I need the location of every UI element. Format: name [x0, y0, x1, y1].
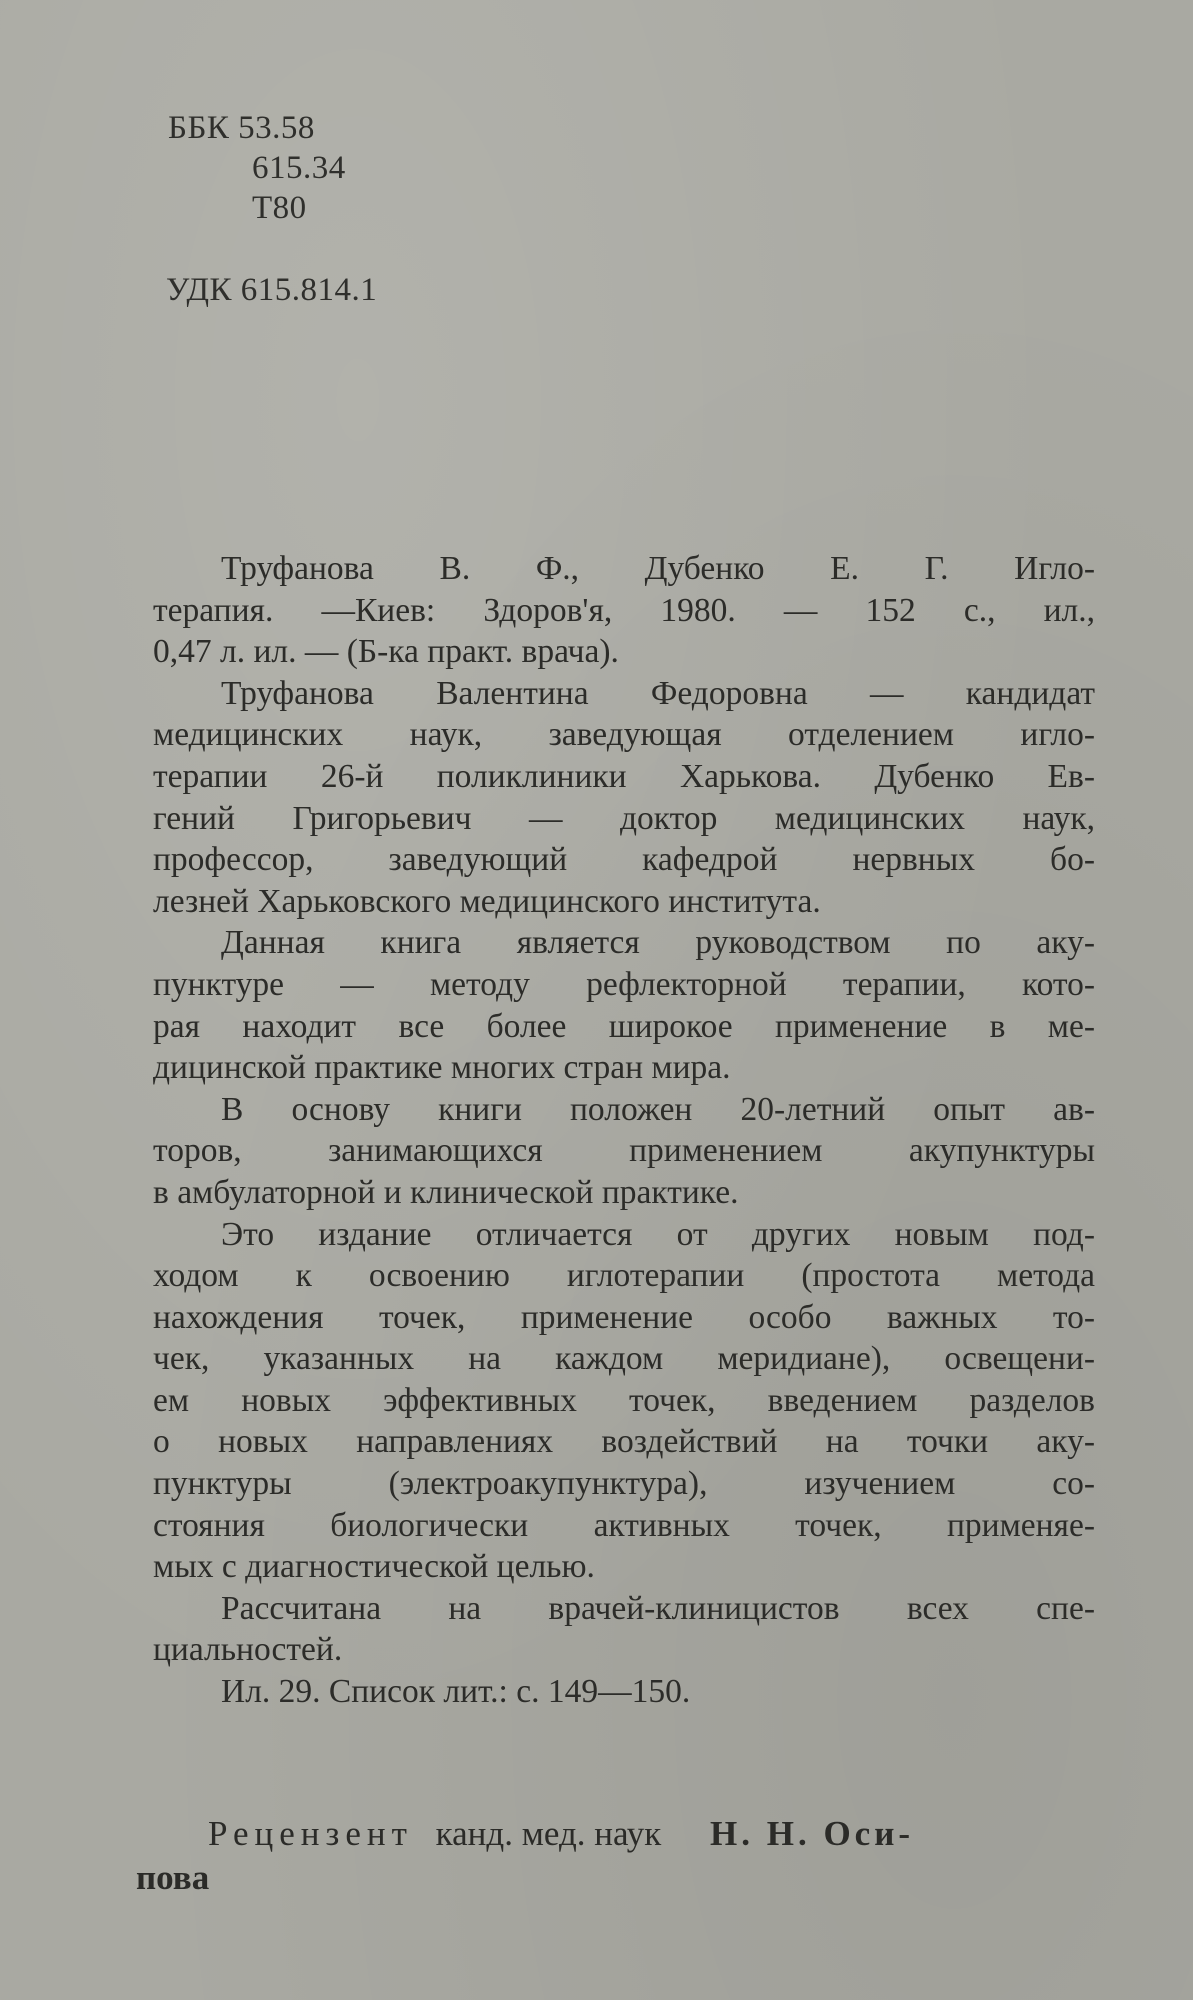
description-line: пунктуре — методу рефлекторной терапии, кото-: [153, 965, 1095, 1003]
authors-line: терапии 26-й поликлиники Харькова. Дубенко Ев-: [153, 757, 1095, 795]
reviewer-degree: канд. мед. наук: [435, 1814, 662, 1853]
reviewer-line-continuation: пова: [136, 1858, 210, 1897]
biblio-line: терапия. —Киев: Здоров'я, 1980. — 152 с., ил.,: [153, 591, 1095, 629]
novelty-line: пунктуры (электроакупунктура), изучением со-: [153, 1465, 1095, 1503]
authors-line: лезней Харьковского медицинского института.: [153, 882, 821, 920]
annotation-block: [153, 548, 1095, 1713]
reviewer-block: [136, 1812, 1096, 1900]
novelty-line: мых с диагностической целью.: [153, 1548, 595, 1586]
novelty-line: чек, указанных на каждом меридиане), освещени-: [153, 1340, 1095, 1378]
biblio-line: 0,47 л. ил. — (Б-ка практ. врача).: [153, 633, 619, 671]
authors-line: Труфанова Валентина Федоровна — кандидат: [221, 674, 1095, 712]
novelty-line: стояния биологически активных точек, применяе-: [153, 1506, 1095, 1544]
illustrations-references-line: Ил. 29. Список лит.: с. 149—150.: [221, 1673, 691, 1711]
bbk-code-3: Т80: [252, 190, 307, 226]
authors-line: гений Григорьевич — доктор медицинских наук,: [153, 799, 1095, 837]
description-line: рая находит все более широкое применение в ме-: [153, 1007, 1095, 1045]
reviewer-line: [136, 1812, 1096, 1856]
bbk-code-2: 615.34: [252, 150, 346, 186]
experience-line: В основу книги положен 20-летний опыт ав-: [221, 1090, 1095, 1128]
authors-line: профессор, заведующий кафедрой нервных бо-: [153, 841, 1095, 879]
experience-line: в амбулаторной и клинической практике.: [153, 1173, 739, 1211]
novelty-line: ем новых эффективных точек, введением разделов: [153, 1381, 1095, 1419]
biblio-line: Труфанова В. Ф., Дубенко Е. Г. Игло-: [221, 550, 1095, 587]
audience-line: Рассчитана на врачей-клиницистов всех спе-: [221, 1589, 1095, 1627]
udk-index: УДК 615.814.1: [166, 272, 378, 308]
authors-line: медицинских наук, заведующая отделением игло-: [153, 716, 1095, 754]
novelty-line: о новых направлениях воздействий на точки аку-: [153, 1423, 1095, 1461]
novelty-line: нахождения точек, применение особо важных то-: [153, 1298, 1095, 1336]
novelty-line: ходом к освоению иглотерапии (простота метода: [153, 1257, 1095, 1295]
audience-line: циальностей.: [153, 1631, 343, 1669]
novelty-line: Это издание отличается от других новым под-: [221, 1215, 1095, 1253]
bbk-index: ББК 53.58: [168, 110, 315, 146]
reviewer-label: Рецензент: [208, 1814, 413, 1853]
experience-line: торов, занимающихся применением акупунктуры: [153, 1132, 1095, 1170]
reviewer-name: Н. Н. Оси-: [710, 1814, 915, 1853]
classification-block: [168, 108, 346, 228]
description-line: дицинской практике многих стран мира.: [153, 1049, 731, 1087]
description-line: Данная книга является руководством по аку-: [221, 924, 1095, 962]
